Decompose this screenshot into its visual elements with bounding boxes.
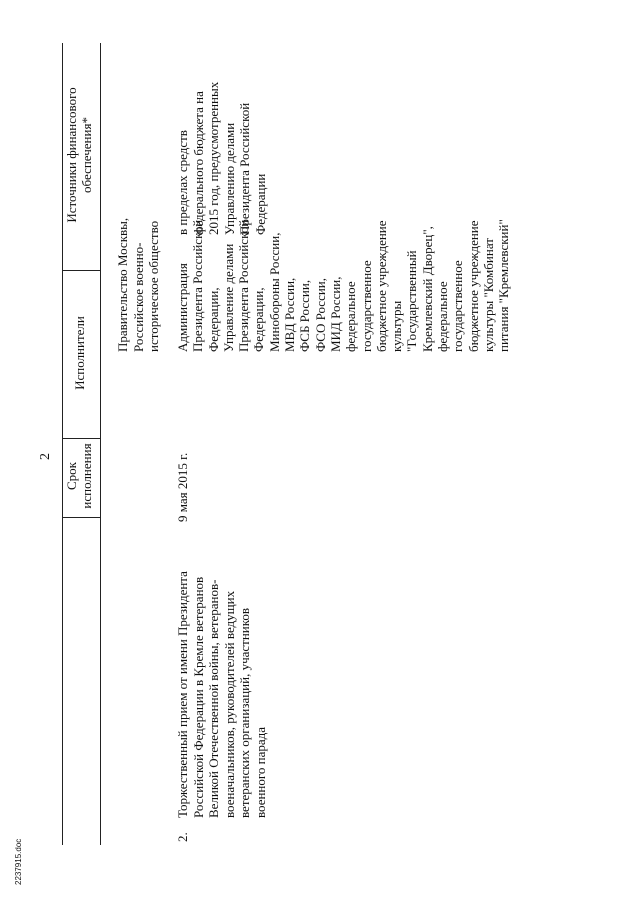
document-code: 2237915.doc (14, 838, 23, 885)
table-left-border (62, 43, 63, 845)
header-cell-divider (62, 517, 100, 518)
row2-executors: Администрация Президента Российской Федерации, Управление делами Президента Российской Федерации, Минобороны России, МВД России, ФСБ России, ФСО России, МИД России, федеральное государственное бюджетное учреждение культуры "Государственный Кремлевский Дворец", федеральное государственное бюджетное учреждение культуры "Комбинат питания "Кремлевский" (175, 219, 512, 352)
header-sources-screen: Источники финансового обеспечения* (64, 87, 94, 223)
row1-executors-text: Правительство Москвы, Российское военно- историческое общество (115, 217, 161, 352)
row2-event-name: Торжественный прием от имени Президента Российской Федерации в Кремле ветеранов Великой Отечественной войны, ветеранов- военачальников, руководителей ведущих ветеранских организаций, участников военного парада (175, 571, 268, 818)
header-executors-screen: Исполнители (72, 316, 87, 390)
header-term-screen: Срок исполнения (64, 443, 94, 509)
row2-sources: в пределах средств федерального бюджета на 2015 год, предусмотренных Управлению делами Президента Российской Федерации (175, 81, 268, 235)
page-number-screen: 2 (38, 453, 53, 460)
row2-number-text: 2. (175, 832, 190, 842)
table-header-border (100, 43, 101, 845)
row2-term: 9 мая 2015 г. (175, 452, 190, 522)
